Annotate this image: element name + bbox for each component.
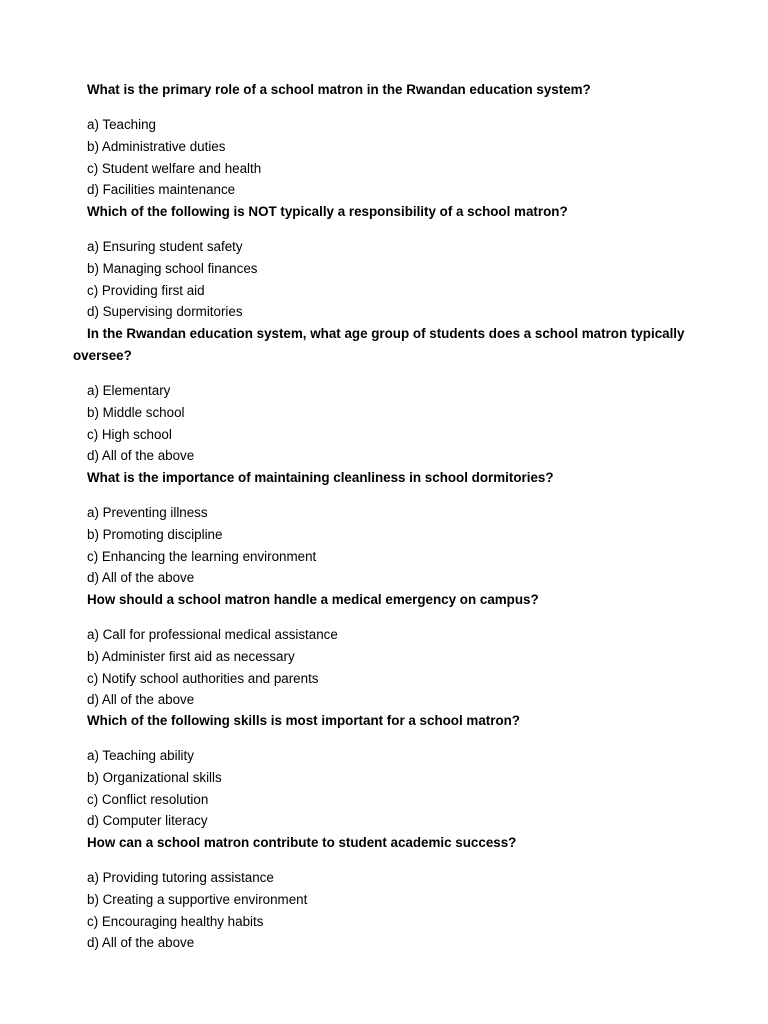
answer-option-c: c) Enhancing the learning environment — [87, 548, 317, 564]
answer-option-c: c) Encouraging healthy habits — [87, 913, 264, 929]
answer-option-d: d) All of the above — [87, 935, 195, 951]
question-block-2 — [73, 201, 693, 323]
answer-option-a: a) Providing tutoring assistance — [87, 870, 274, 885]
answer-option-b: b) Middle school — [87, 404, 185, 420]
answer-option-a: a) Preventing illness — [87, 505, 208, 520]
answer-option-c: c) Conflict resolution — [87, 791, 209, 807]
answer-option-c: c) Providing first aid — [87, 282, 205, 298]
answer-option-a: a) Call for professional medical assistance — [87, 627, 338, 642]
question-text: Which of the following is NOT typically a responsibility of a school matron? — [87, 204, 568, 219]
answer-option-d: d) All of the above — [87, 448, 195, 464]
answer-option-c: c) Notify school authorities and parents — [87, 670, 319, 686]
answer-option-a: a) Teaching ability — [87, 748, 194, 763]
answer-option-d: d) Computer literacy — [87, 813, 208, 829]
answer-option-b: b) Creating a supportive environment — [87, 891, 308, 907]
answer-option-d: d) All of the above — [87, 692, 195, 708]
answer-options — [73, 114, 693, 201]
answer-options — [73, 236, 693, 323]
answer-option-a: a) Teaching — [87, 117, 156, 132]
question-block-5 — [73, 589, 693, 711]
question-block-1 — [73, 79, 693, 201]
answer-option-b: b) Managing school finances — [87, 260, 258, 276]
question-text: In the Rwandan education system, what age group of students does a school matron typically oversee? — [73, 326, 685, 363]
answer-option-d: d) Facilities maintenance — [87, 182, 236, 198]
answer-options — [73, 867, 693, 954]
answer-option-a: a) Elementary — [87, 383, 171, 398]
answer-options — [73, 624, 693, 711]
question-text: What is the primary role of a school matron in the Rwandan education system? — [87, 82, 591, 97]
question-text: How can a school matron contribute to student academic success? — [87, 835, 517, 850]
answer-option-b: b) Administer first aid as necessary — [87, 648, 295, 664]
question-block-6 — [73, 710, 693, 832]
answer-options — [73, 502, 693, 589]
answer-options — [73, 745, 693, 832]
answer-option-d: d) Supervising dormitories — [87, 304, 243, 320]
question-text: Which of the following skills is most important for a school matron? — [87, 713, 520, 728]
answer-option-b: b) Promoting discipline — [87, 526, 223, 542]
question-block-7 — [73, 832, 693, 954]
answer-options — [73, 380, 693, 467]
answer-option-a: a) Ensuring student safety — [87, 239, 243, 254]
question-text: How should a school matron handle a medical emergency on campus? — [87, 592, 539, 607]
question-block-4 — [73, 467, 693, 589]
answer-option-d: d) All of the above — [87, 570, 195, 586]
question-text: What is the importance of maintaining cleanliness in school dormitories? — [87, 470, 554, 485]
answer-option-c: c) High school — [87, 426, 172, 442]
answer-option-c: c) Student welfare and health — [87, 160, 262, 176]
answer-option-b: b) Organizational skills — [87, 769, 222, 785]
question-block-3 — [73, 323, 693, 467]
answer-option-b: b) Administrative duties — [87, 138, 226, 154]
